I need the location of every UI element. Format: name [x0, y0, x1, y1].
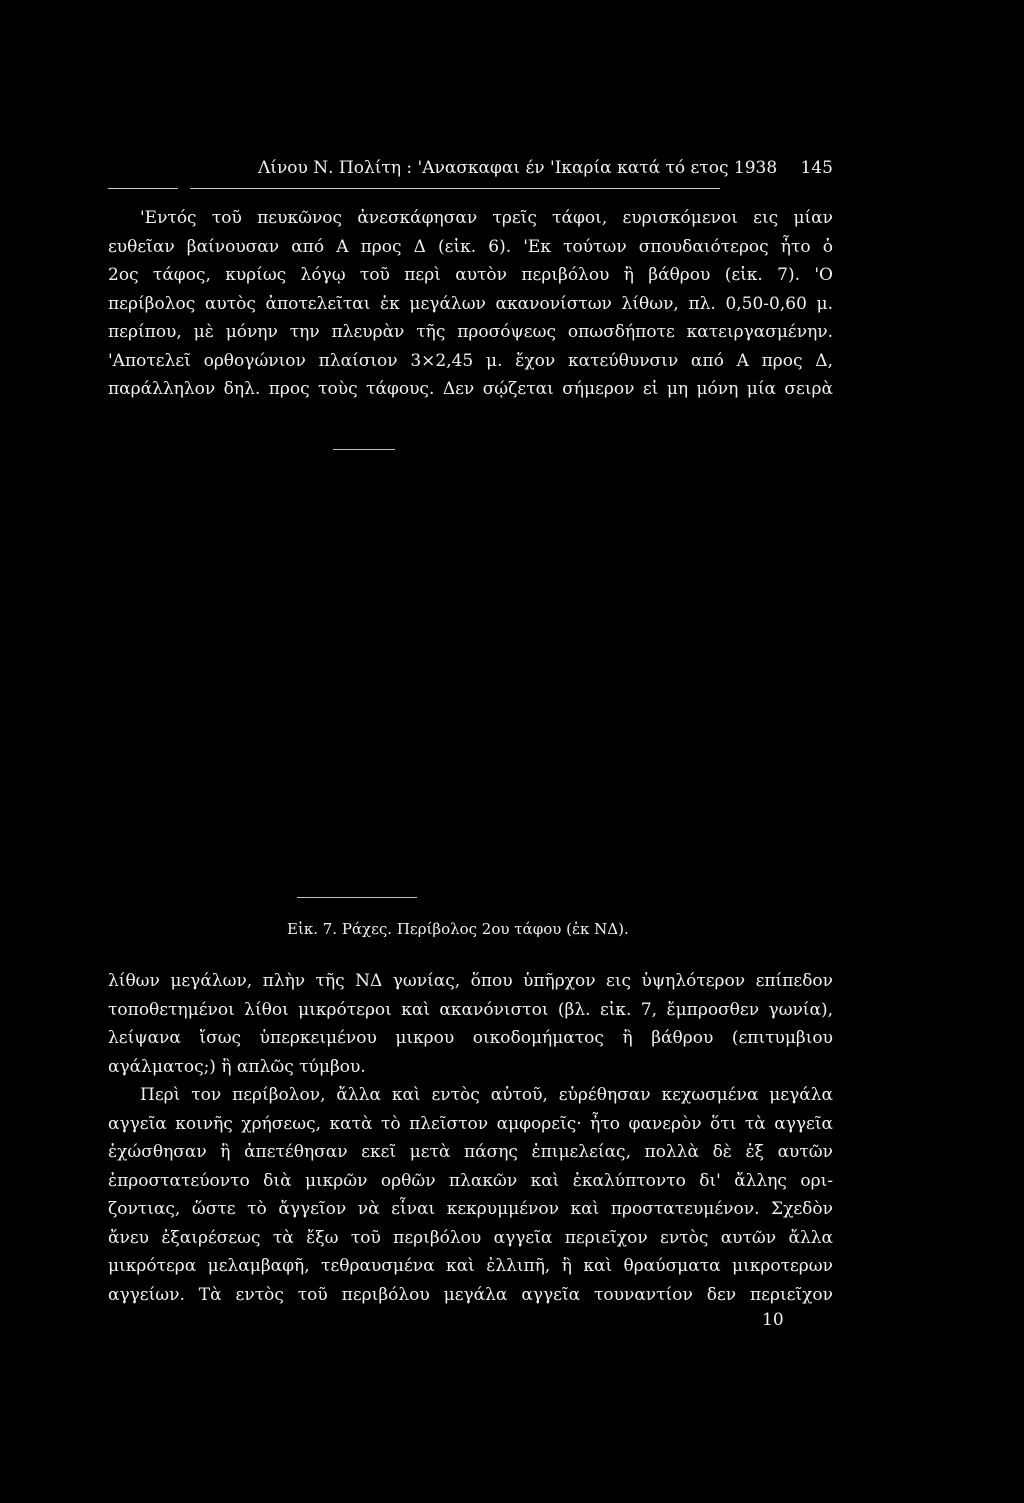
paragraph-2	[108, 967, 833, 1081]
text-line: αγγείων. Τὰ εντὸς τοῦ περιβόλου μεγάλα αγγεῖα τουναντίον δεν περιεῖχον	[108, 1284, 833, 1305]
text-line: αγάλματος;) ἢ απλῶς τύμβου.	[108, 1056, 366, 1077]
text-line: αγγεῖα κοινῆς χρήσεως, κατὰ τὸ πλεῖστον αμφορεῖς· ἦτο φανερὸν ὅτι τὰ αγγεῖα	[108, 1113, 833, 1134]
text-line: λίθων μεγάλων, πλὴν τῆς ΝΔ γωνίας, ὅπου ὑπῆρχον εις ὑψηλότερον επίπεδον	[108, 971, 833, 991]
figure-caption: Εἰκ. 7. Ράχες. Περίβολος 2ου τάφου (ἐκ ΝΔ).	[287, 920, 629, 938]
text-line: 2ος τάφος, κυρίως λόγῳ τοῦ περὶ αυτὸν περιβόλου ἢ βάθρου (εἰκ. 7). 'Ο	[108, 265, 833, 285]
running-header	[258, 156, 833, 180]
text-line: ευθεῖαν βαίνουσαν από Α προς Δ (εἰκ. 6). 'Εκ τούτων σπουδαιότερος ἦτο ὁ	[108, 236, 833, 257]
text-line: περίπου, μὲ μόνην την πλευρὰν τῆς προσόψεως οπωσδήποτε κατειργασμένην.	[108, 322, 833, 342]
text-line: 'Αποτελεῖ ορθογώνιον πλαίσιον 3×2,45 μ. ἔχον κατεύθυνσιν από Α προς Δ,	[108, 350, 833, 371]
text-line: Περὶ τον περίβολον, ἄλλα καὶ εντὸς αὐτοῦ, εὑρέθησαν κεχωσμένα μεγάλα	[140, 1085, 833, 1105]
text-line: τοποθετημένοι λίθοι μικρότεροι καὶ ακανόνιστοι (βλ. εἰκ. 7, ἔμπροσθεν γωνία),	[108, 999, 833, 1020]
header-rule-right	[190, 188, 720, 189]
header-rule-left	[108, 188, 178, 189]
paragraph-1	[108, 204, 833, 404]
page-number: 145	[800, 158, 833, 178]
text-line: ἄνευ ἐξαιρέσεως τὰ ἔξω τοῦ περιβόλου αγγεῖα περιεῖχον εντὸς αυτῶν ἄλλα	[108, 1227, 833, 1248]
text-line: ἐπροστατεύοντο διὰ μικρῶν ορθῶν πλακῶν καὶ ἐκαλύπτοντο δι' ἄλλης ορι-	[108, 1170, 833, 1191]
paragraph-3	[108, 1081, 833, 1309]
text-line: λείψανα ἴσως ὑπερκειμένου μικρου οικοδομήματος ἢ βάθρου (επιτυμβιου	[108, 1028, 833, 1048]
text-line: περίβολος αυτὸς ἀποτελεῖται ἐκ μεγάλων ακανονίστων λίθων, πλ. 0,50-0,60 μ.	[108, 293, 833, 314]
running-title: Λίνου Ν. Πολίτη : 'Ανασκαφαι έν 'Ικαρία κατά τό ετος 1938	[258, 158, 778, 178]
text-line: 'Εντός τοῦ πευκῶνος ἀνεσκάφησαν τρεῖς τάφοι, ευρισκόμενοι εις μίαν	[140, 208, 833, 228]
signature-mark: 10	[762, 1310, 784, 1330]
figure-bottom-rule	[297, 897, 417, 898]
text-line: μικρότερα μελαμβαφῆ, τεθραυσμένα καὶ ἐλλιπῆ, ἢ καὶ θραύσματα μικροτερων	[108, 1256, 833, 1276]
figure-top-rule	[333, 449, 395, 450]
text-line: παράλληλον δηλ. προς τοὺς τάφους. Δεν σῴζεται σήμερον εἰ μη μόνη μία σειρὰ	[108, 379, 833, 399]
text-line: ἐχώσθησαν ἢ ἀπετέθησαν εκεῖ μετὰ πάσης ἐπιμελείας, πολλὰ δὲ ἐξ αυτῶν	[108, 1142, 833, 1162]
text-line: ζοντιας, ὥστε τὸ ἄγγεῖον νὰ εἶναι κεκρυμμένον καὶ προστατευμένον. Σχεδὸν	[108, 1199, 833, 1219]
